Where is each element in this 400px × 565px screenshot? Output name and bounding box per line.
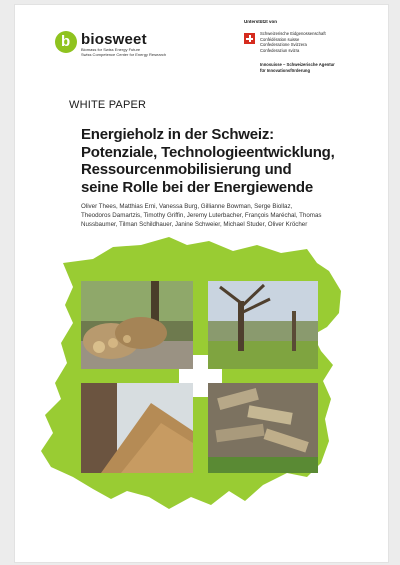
page-title xyxy=(81,126,371,196)
photo-split-wood xyxy=(208,383,318,473)
authors-line: Oliver Thees, Matthias Erni, Vanessa Burg, Gillianne Bowman, Serge Biollaz, xyxy=(81,203,293,210)
agency-line-2: für Innovationsförderung xyxy=(260,67,311,73)
agency-bold: Innosuisse – xyxy=(260,62,286,67)
biosweet-logo-icon xyxy=(55,31,77,53)
brand-name: biosweet xyxy=(81,31,147,48)
doc-type-label: WHITE PAPER xyxy=(69,99,147,111)
title-line: Potenziale, Technologieentwicklung, xyxy=(81,143,335,161)
logo-letter: b xyxy=(61,33,71,50)
brand-subtitle xyxy=(81,47,166,57)
title-line: Energieholz in der Schweiz: xyxy=(81,126,274,143)
supported-by-label: Unterstützt von xyxy=(244,19,277,24)
title-line: Ressourcenmobilisierung und xyxy=(81,161,292,178)
photo-wood-pile xyxy=(81,281,193,369)
map-cross-vertical xyxy=(193,355,208,397)
confederation-line: Confederaziun svizra xyxy=(260,47,300,53)
confederation-line: Confédération suisse xyxy=(260,36,300,42)
photo-wood-chips xyxy=(81,383,193,473)
white-paper-cover xyxy=(14,4,389,563)
confederation-names xyxy=(260,31,326,53)
authors-list xyxy=(81,202,371,229)
agency-rest: Schweizerische Agentur xyxy=(285,62,335,67)
authors-line: Nussbaumer, Tilman Schildhauer, Janine Schweier, Michael Studer, Oliver Kröcher xyxy=(81,221,308,228)
switzerland-map-icon xyxy=(14,4,389,563)
brand-subtitle-line-1: Biomass for Swiss Energy Future xyxy=(81,47,141,52)
brand-subtitle-line-2: Swiss Competence Center for Energy Research xyxy=(81,52,167,57)
photo-trees xyxy=(208,281,318,369)
confederation-line: Schweizerische Eidgenossenschaft xyxy=(260,31,326,36)
innosuisse-agency xyxy=(260,62,335,73)
title-line: seine Rolle bei der Energiewende xyxy=(81,178,314,196)
confederation-line: Confederazione Svizzera xyxy=(260,42,307,48)
authors-line: Theodoros Damartzis, Timothy Griffin, Jeremy Luterbacher, François Maréchal, Thomas xyxy=(81,212,322,219)
swiss-flag-icon xyxy=(244,33,255,44)
map-cross-horizontal xyxy=(179,369,222,383)
